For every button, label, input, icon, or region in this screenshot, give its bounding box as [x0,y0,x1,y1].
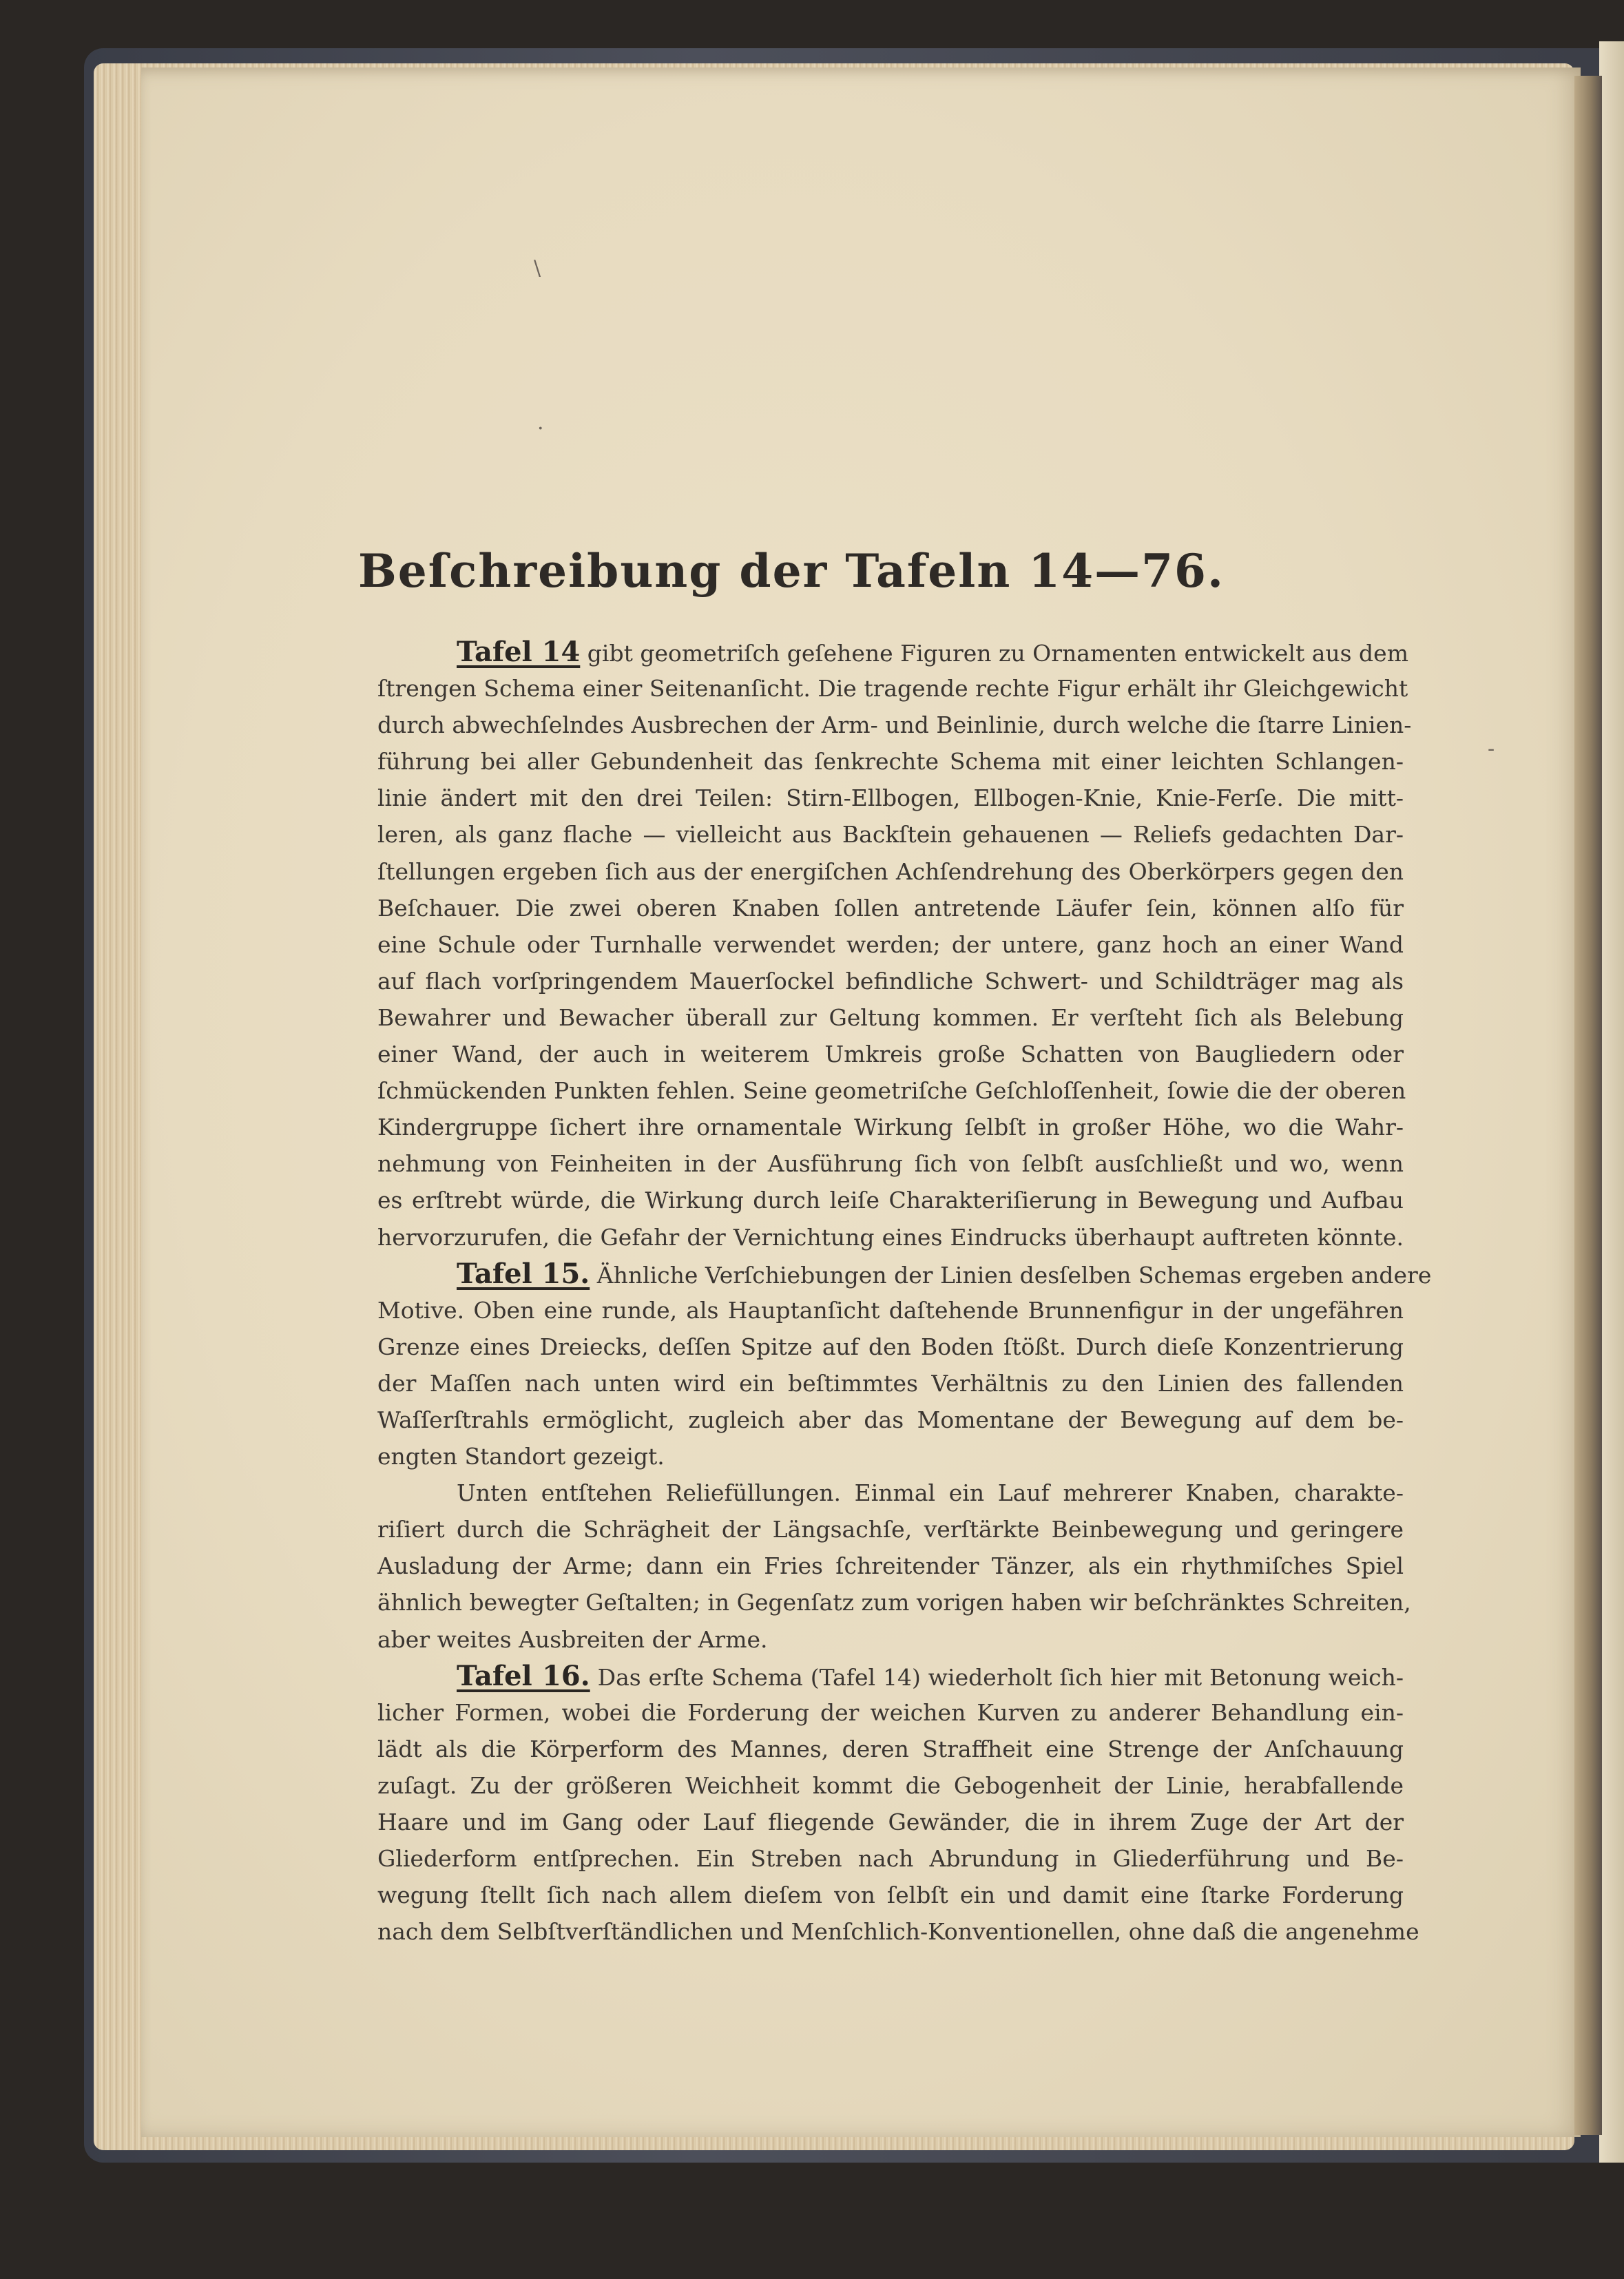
text-line: licher Formen, wobei die Forderung der weichen Kurven zu anderer Behandlung ein- [377,1698,1404,1726]
plate-label: Tafel 14 [457,636,581,668]
text-line: Grenze eines Dreiecks, deſſen Spitze auf den Boden ſtößt. Durch dieſe Konzentrierung [377,1333,1404,1360]
text-line: wegung ſtellt ſich nach allem dieſem von ſelbſt ein und damit eine ſtarke Forderung [377,1882,1404,1909]
page-speck: · [537,417,544,441]
next-page-edge [1599,41,1624,2163]
text-line: der Maſſen nach unten wird ein beſtimmtes Verhältnis zu den Linien des fallenden [377,1369,1404,1397]
text-line: es erſtrebt würde, die Wirkung durch leiſe Charakteriſierung in Bewegung und Aufbau [377,1187,1404,1214]
text-line: Beſchauer. Die zwei oberen Knaben ſollen antretende Läufer ſein, können alſo für [377,894,1404,922]
text-line: ſtrengen Schema einer Seitenanſicht. Die tragende rechte Figur erhält ihr Gleichgewicht [377,675,1408,703]
text-line: ähnlich bewegter Geſtalten; in Gegenſatz zum vorigen haben wir beſchränktes Schreiten, [377,1589,1411,1616]
text-line: riſiert durch die Schrägheit der Längsachſe, verſtärkte Beinbewegung und geringere [377,1516,1404,1543]
text-line: ſchmückenden Punkten fehlen. Seine geometriſche Geſchloſſenheit, ſowie die der oberen [377,1077,1406,1105]
text-line: ſtellungen ergeben ſich aus der energiſchen Achſendrehung des Oberkörpers gegen den [377,857,1404,885]
text-line: Ausladung der Arme; dann ein Fries ſchreitender Tänzer, als ein rhythmiſches Spiel [377,1552,1404,1580]
text-line: auf flach vorſpringendem Mauerſockel befindliche Schwert- und Schildträger mag als [377,967,1404,995]
page-speck: - [1488,737,1495,761]
text-line: Kindergruppe ſichert ihre ornamentale Wirkung ſelbſt in großer Höhe, wo die Wahr- [377,1114,1404,1141]
text-line: Tafel 16. Das erſte Schema (Tafel 14) wiederholt ſich hier mit Betonung weich- [457,1659,1404,1692]
page-speck: \ [534,256,541,280]
text-line: Haare und im Gang oder Lauf fliegende Gewänder, die in ihrem Zuge der Art der [377,1809,1404,1835]
text-line: leren, als ganz flache — vielleicht aus Backſtein gehauenen — Reliefs gedachten Dar- [377,821,1404,849]
body-text [377,634,1432,1950]
text-line: Tafel 15. Ähnliche Verſchiebungen der Linien desſelben Schemas ergeben andere [457,1257,1432,1290]
text-line: durch abwechſelndes Ausbrechen der Arm- und Beinlinie, durch welche die ſtarre Linien- [377,711,1412,739]
text-line: Unten entſtehen Reliefüllungen. Einmal ein Lauf mehrerer Knaben, charakte- [457,1479,1404,1507]
text-line: Waſſerſtrahls ermöglicht, zugleich aber das Momentane der Bewegung auf dem be- [377,1406,1404,1433]
text-line: nehmung von Feinheiten in der Ausführung ſich von ſelbſt ausſchließt und wo, wenn [377,1150,1404,1178]
text-line: linie ändert mit den drei Teilen: Stirn-Ellbogen, Ellbogen-Knie, Knie-Ferſe. Die mitt- [377,784,1404,812]
plate-label: Tafel 16. [457,1659,590,1692]
plate-label: Tafel 15. [457,1257,590,1290]
text-line: Tafel 14 gibt geometriſch geſehene Figuren zu Ornamenten entwickelt aus dem [457,636,1409,668]
text-line: Motive. Oben eine runde, als Hauptanſicht daſtehende Brunnenfigur in der ungefähren [377,1296,1404,1324]
text-line: hervorzurufen, die Gefahr der Vernichtung eines Eindrucks überhaupt auftreten könnte. [377,1223,1404,1251]
text-line: eine Schule oder Turnhalle verwendet werden; der untere, ganz hoch an einer Wand [377,930,1404,958]
text-line: führung bei aller Gebundenheit das ſenkrechte Schema mit einer leichten Schlangen- [377,748,1404,776]
text-line: lädt als die Körperform des Mannes, deren Straffheit eine Strenge der Anſchauung [377,1735,1404,1762]
text-line: Gliederform entſprechen. Ein Streben nach Abrundung in Gliederführung und Be- [377,1845,1404,1873]
text-line: engten Standort gezeigt. [377,1443,665,1470]
text-line: aber weites Ausbreiten der Arme. [377,1625,768,1653]
text-line: einer Wand, der auch in weiterem Umkreis große Schatten von Baugliedern oder [377,1041,1404,1068]
page-title: Beſchreibung der Tafeln 14—76. [358,544,1225,598]
text-line: Bewahrer und Bewacher überall zur Geltung kommen. Er verſteht ſich als Belebung [377,1003,1404,1031]
book-gutter [1574,76,1602,2135]
text-line: zuſagt. Zu der größeren Weichheit kommt die Gebogenheit der Linie, herabfallende [377,1771,1404,1799]
text-line: nach dem Selbſtverſtändlichen und Menſchlich-Konventionellen, ohne daß die angenehme [377,1918,1419,1946]
